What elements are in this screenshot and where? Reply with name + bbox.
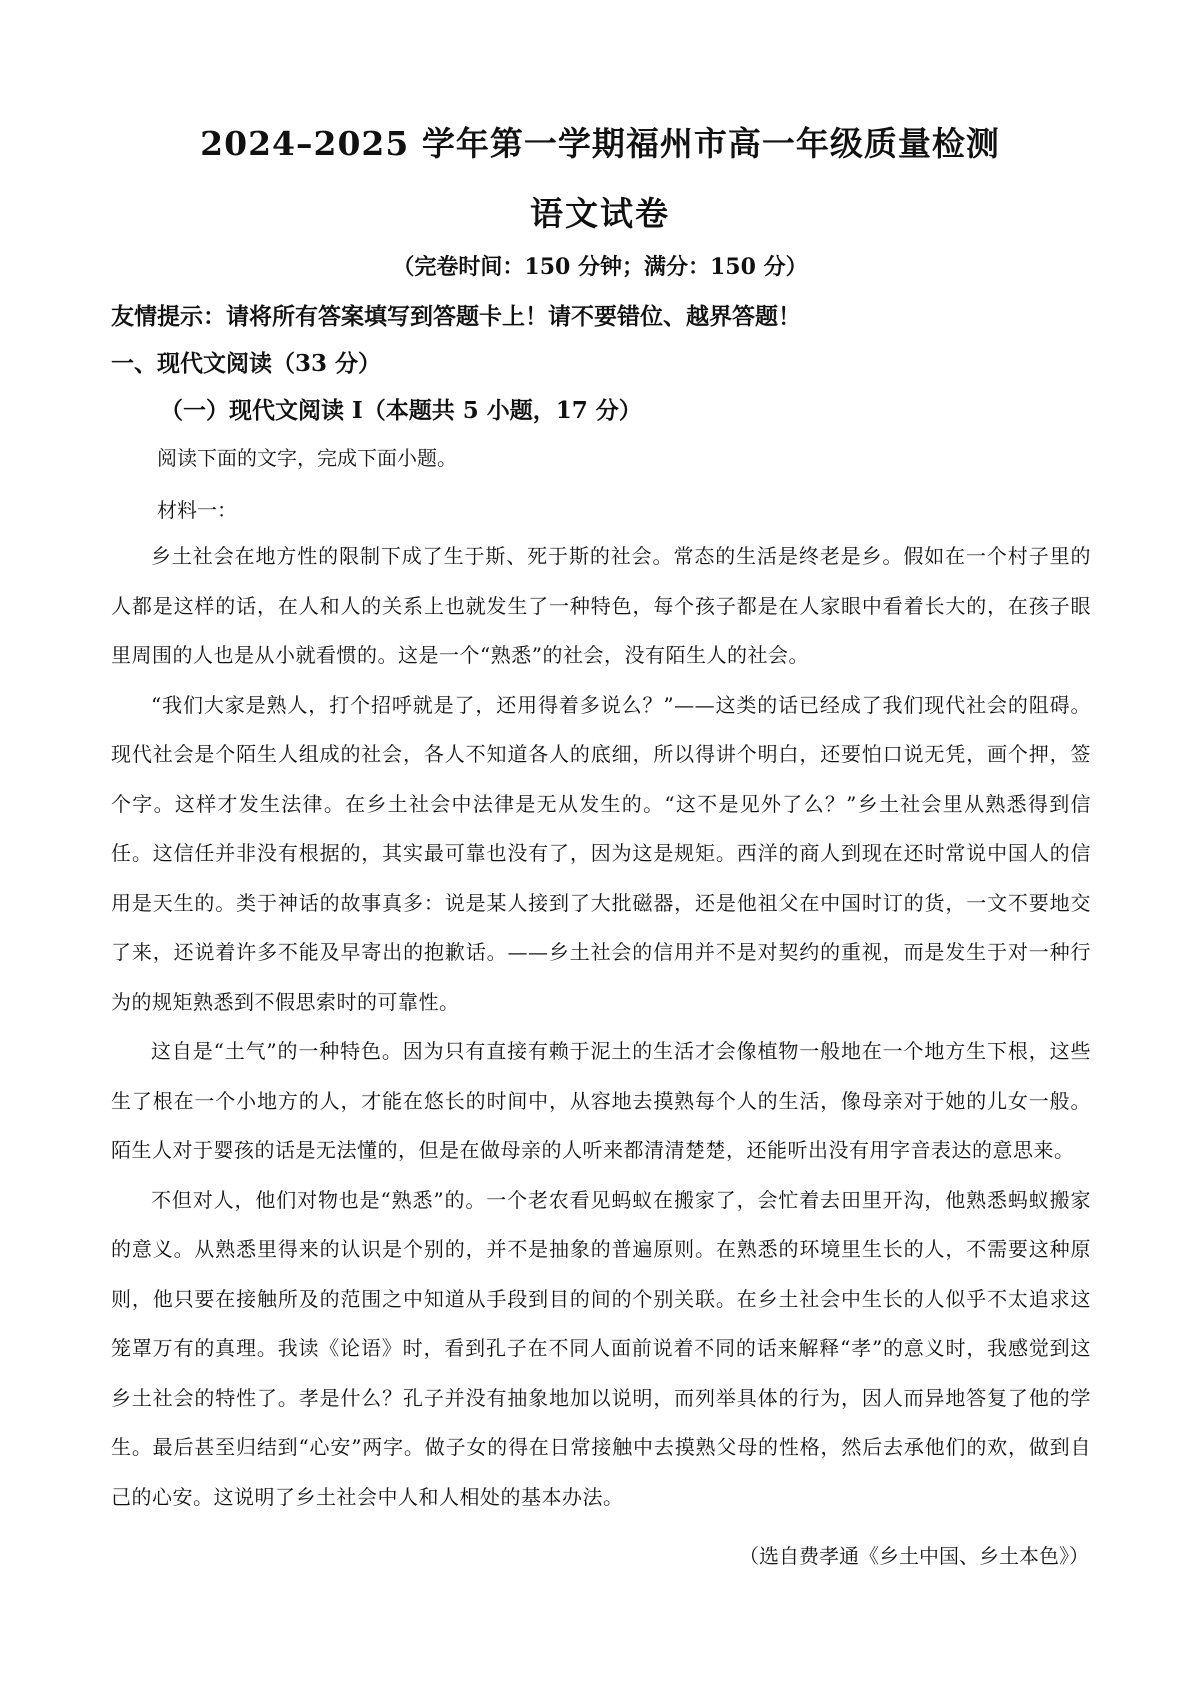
reading-instruction: 阅读下面的文字，完成下面小题。	[157, 446, 457, 470]
friendly-tip: 友情提示：请将所有答案填写到答题卡上！请不要错位、越界答题！	[111, 303, 801, 330]
material-label: 材料一：	[157, 498, 237, 522]
exam-title: 2024–2025 学年第一学期福州市高一年级质量检测	[200, 124, 1000, 163]
passage-paragraph: 这自是“土气”的一种特色。因为只有直接有赖于泥土的生活才会像植物一般地在一个地方生下根，这些生了根在一个小地方的人，才能在悠长的时间中，从容地去摸熟每个人的生活，像母亲对于她的儿女一般。陌生人对于婴孩的话是无法懂的，但是在做母亲的人听来都清清楚楚，还能听出没有用字音表达的意思来。	[111, 1039, 1091, 1162]
exam-info: （完卷时间：150 分钟；满分：150 分）	[392, 254, 808, 280]
exam-subtitle: 语文试卷	[530, 194, 670, 233]
passage-paragraph: “我们大家是熟人，打个招呼就是了，还用得着多说么？”——这类的话已经成了我们现代社会的阻碍。现代社会是个陌生人组成的社会，各人不知道各人的底细，所以得讲个明白，还要怕口说无凭，画个押，签个字。这样才发生法律。在乡土社会中法律是无从发生的。“这不是见外了么？”乡土社会里从熟悉得到信任。这信任并非没有根据的，其实最可靠也没有了，因为这是规矩。西洋的商人到现在还时常说中国人的信用是天生的。类于神话的故事真多：说是某人接到了大批磁器，还是他祖父在中国时订的货，一文不要地交了来，还说着许多不能及早寄出的抱歉话。——乡土社会的信用并不是对契约的重视，而是发生于对一种行为的规矩熟悉到不假思索时的可靠性。	[111, 692, 1091, 1014]
passage-paragraph: 不但对人，他们对物也是“熟悉”的。一个老农看见蚂蚁在搬家了，会忙着去田里开沟，他熟悉蚂蚁搬家的意义。从熟悉里得来的认识是个别的，并不是抽象的普遍原则。在熟悉的环境里生长的人，不需要这种原则，他只要在接触所及的范围之中知道从手段到目的间的个别关联。在乡土社会中生长的人似乎不太追求这笼罩万有的真理。我读《论语》时，看到孔子在不同人面前说着不同的话来解释“孝”的意义时，我感觉到这乡土社会的特性了。孝是什么？孔子并没有抽象地加以说明，而列举具体的行为，因人而异地答复了他的学生。最后甚至归结到“心安”两字。做子女的得在日常接触中去摸熟父母的性格，然后去承他们的欢，做到自己的心安。这说明了乡土社会中人和人相处的基本办法。	[111, 1187, 1091, 1509]
passage-body	[111, 532, 1091, 1522]
subsection-heading: （一）现代文阅读 I（本题共 5 小题，17 分）	[160, 397, 642, 424]
section-heading: 一、现代文阅读（33 分）	[111, 350, 382, 377]
passage-paragraph: 乡土社会在地方性的限制下成了生于斯、死于斯的社会。常态的生活是终老是乡。假如在一个村子里的人都是这样的话，在人和人的关系上也就发生了一种特色，每个孩子都是在人家眼中看着长大的，在孩子眼里周围的人也是从小就看惯的。这是一个“熟悉”的社会，没有陌生人的社会。	[111, 544, 1091, 667]
passage-source: （选自费孝通《乡土中国、乡土本色》）	[739, 1544, 1089, 1568]
